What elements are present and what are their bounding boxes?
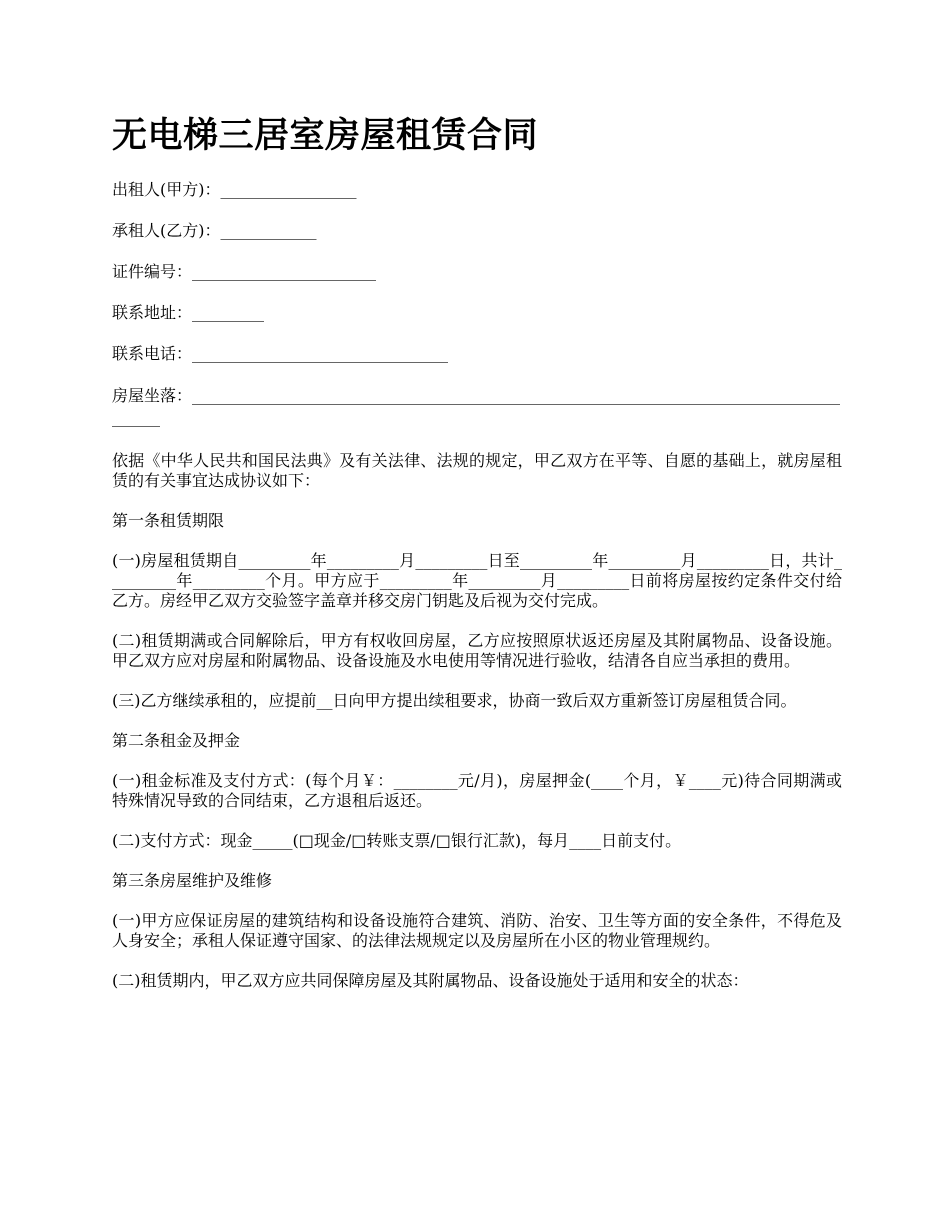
id-number-field: 证件编号：_______________________ bbox=[112, 262, 377, 281]
intro-paragraph: 依据《中华人民共和国民法典》及有关法律、法规的规定，甲乙双方在平等、自愿的基础上，就房屋租赁的有关事宜达成协议如下： bbox=[112, 451, 842, 490]
rent-clause-1: (一)租金标准及支付方式：(每个月￥：________元/月)，房屋押金(____个月，￥____元)待合同期满或特殊情况导致的合同结束，乙方退租后返还。 bbox=[112, 771, 842, 810]
maintenance-clause-1: (一)甲方应保证房屋的建筑结构和设备设施符合建筑、消防、治安、卫生等方面的安全条件，不得危及人身安全；承租人保证遵守国家、的法律法规规定以及房屋所在小区的物业管理规约。 bbox=[112, 911, 842, 950]
section-heading-maintenance: 第三条房屋维护及维修 bbox=[112, 871, 273, 890]
section-heading-term: 第一条租赁期限 bbox=[112, 511, 225, 530]
term-clause-2: (二)租赁期满或合同解除后，甲方有权收回房屋，乙方应按照原状返还房屋及其附属物品、设备设施。甲乙双方应对房屋和附属物品、设备设施及水电使用等情况进行验收，结清各自应当承担的费用。 bbox=[112, 631, 842, 670]
location-field: 房屋坐落：_______________________________________________________________________________________ bbox=[112, 386, 841, 427]
term-clause-1: (一)房屋租赁期自_________年_________月_________日至_________年_________月_________日，共计_________年_________个月。甲方应于_________年_________月_________日前将房屋按约定条件交付给乙方。房经甲乙双方交验签字盖章并移交房门钥匙及后视为交付完成。 bbox=[112, 551, 842, 610]
maintenance-clause-2: (二)租赁期内，甲乙双方应共同保障房屋及其附属物品、设备设施处于适用和安全的状态： bbox=[112, 971, 749, 990]
document-title: 无电梯三居室房屋租赁合同 bbox=[112, 116, 539, 156]
section-heading-rent: 第二条租金及押金 bbox=[112, 731, 241, 750]
contract-page bbox=[112, 112, 842, 1011]
phone-field: 联系电话：________________________________ bbox=[112, 344, 449, 363]
rent-clause-2: (二)支付方式：现金_____(□现金/□转账支票/□银行汇款)，每月____日前支付。 bbox=[112, 831, 682, 850]
term-clause-3: (三)乙方继续承租的，应提前__日向甲方提出续租要求，协商一致后双方重新签订房屋租赁合同。 bbox=[112, 691, 797, 710]
address-field: 联系地址：_________ bbox=[112, 303, 265, 322]
lessor-field: 出租人(甲方)：_________________ bbox=[112, 180, 357, 199]
lessee-field: 承租人(乙方)：____________ bbox=[112, 221, 317, 240]
